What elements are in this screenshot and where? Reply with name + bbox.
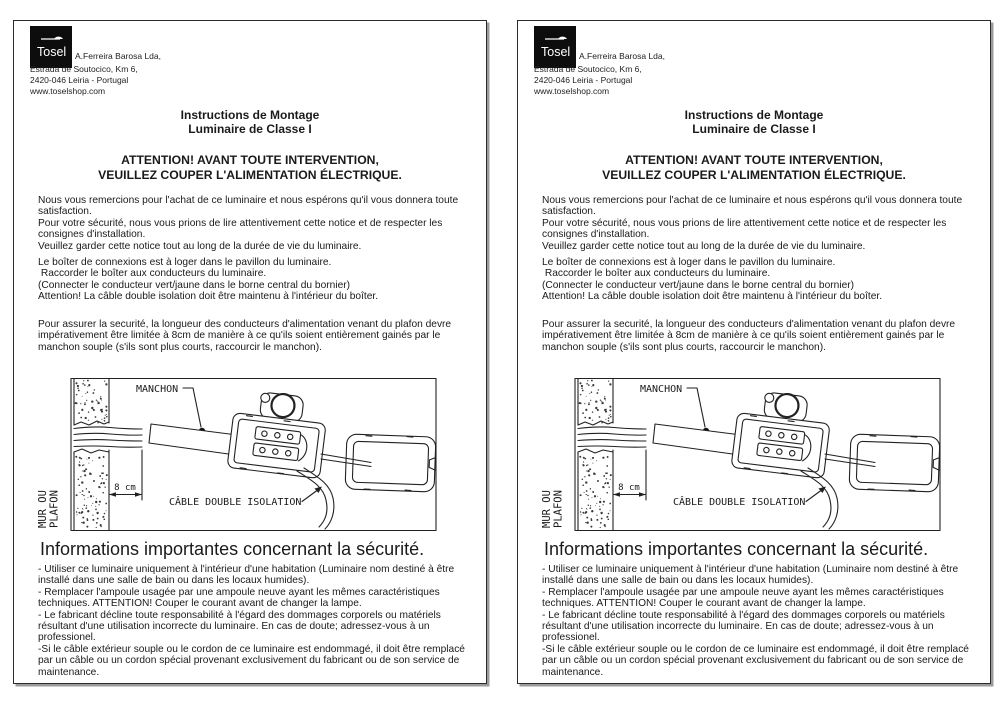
tosel-logo-icon [30, 26, 72, 68]
connection-sentence: (Connecter le conducteur vert/jaune dans le borne central du bornier) [542, 279, 855, 291]
dimension-label: 8 cm [618, 483, 640, 493]
tosel-logo-icon [534, 26, 576, 68]
wall-dots-upper [75, 380, 108, 424]
warning-banner [518, 153, 990, 182]
wall-dots-lower [579, 456, 612, 528]
connection-sentence: Attention! La câble double isolation doit être maintenu à l'intérieur du boîter. [38, 291, 379, 303]
cable-length-paragraph [542, 319, 966, 353]
connection-sentence: Le boîter de connexions est à loger dans le pavillon du luminaire. [542, 257, 836, 268]
safety-item: - Utiliser ce luminaire uniquement à l'intérieur d'une habitation (Luminaire nom destiné à être installé dans une salle de bain ou dans les locaux humides). [542, 564, 961, 587]
safety-item: - Le fabricant décline toute responsabilité à l'égard des dommages corporels ou matériels résultant d'une utilisation incorrecte du luminaire. En cas de doute; adressez-vous à un professionel. [542, 609, 948, 644]
supply-wires [74, 427, 142, 447]
intro-sentence: Nous vous remercions pour l'achat de ce luminaire et nous espérons qu'il vous donnera toute satisfaction. [542, 195, 965, 218]
safety-item: -Si le câble extérieur souple ou le cordon de ce luminaire est endommagé, il doit être remplacé par un câble ou un cordon spécial provenant exclusivement du fabricant ou de son service de maintenance. [542, 643, 972, 678]
wall-section [578, 379, 613, 531]
manchon-label: MANCHON [640, 384, 683, 395]
intro-sentence: Veuillez garder cette notice tout au long de la durée de vie du luminaire. [542, 240, 866, 252]
dimension-label: 8 cm [114, 483, 136, 493]
safety-item: - Remplacer l'ampoule usagée par une ampoule neuve ayant les mêmes caractéristiques techniques. ATTENTION! Couper le courant avant de changer la lampe. [542, 586, 947, 610]
cable-length-paragraph [38, 319, 462, 353]
tosel-logo [30, 26, 72, 68]
safety-list [542, 564, 972, 678]
safety-item: - Utiliser ce luminaire uniquement à l'intérieur d'une habitation (Luminaire nom destiné à être installé dans une salle de bain ou dans les locaux humides). [38, 564, 457, 587]
wall-label-line-2: PLAFON [552, 490, 565, 528]
wall-label-line-1: MUR OU [37, 490, 49, 528]
wall-dots-lower [75, 456, 108, 528]
address-line-2: 2420-046 Leiria - Portugal [30, 74, 129, 85]
safety-item: - Le fabricant décline toute responsabilité à l'égard des dommages corporels ou matériels résultant d'une utilisation incorrecte du luminaire. En cas de doute; adressez-vous à un professionel. [38, 609, 444, 644]
intro-paragraph [542, 195, 966, 252]
company-website: www.toselshop.com [30, 85, 106, 96]
tosel-logo [534, 26, 576, 68]
title-line-1: Instructions de Montage [684, 108, 824, 122]
cable-leader [806, 489, 823, 502]
supply-wires [578, 427, 646, 447]
safety-list [38, 564, 468, 678]
cable-label: CÂBLE DOUBLE ISOLATION [169, 497, 302, 508]
title-line-2: Luminaire de Classe I [188, 122, 312, 136]
warning-line-1: ATTENTION! AVANT TOUTE INTERVENTION, [625, 153, 883, 167]
connection-sentence: Attention! La câble double isolation doit être maintenu à l'intérieur du boîter. [542, 291, 883, 303]
company-website: www.toselshop.com [534, 85, 610, 96]
logo-brand-text: Tosel [37, 45, 67, 59]
safety-item: -Si le câble extérieur souple ou le cordon de ce luminaire est endommagé, il doit être remplacé par un câble ou un cordon spécial provenant exclusivement du fabricant ou de son service de maintenance. [38, 643, 468, 678]
cable-label: CÂBLE DOUBLE ISOLATION [673, 497, 806, 508]
intro-paragraph [38, 195, 462, 252]
company-address [534, 64, 642, 96]
intro-sentence: Pour votre sécurité, nous vous prions de lire attentivement cette notice et de respecter les consignes d'installation. [38, 217, 446, 241]
cable-length-sentence: Pour assurer la securité, la longueur des conducteurs d'alimentation venant du plafon devre impérativement être limitée à 8cm de manière à ce qu'ils soient entièrement gainés par le manchon souple (s'ils sont plus courts, raccourcir le manchon). [542, 319, 958, 353]
intro-sentence: Nous vous remercions pour l'achat de ce luminaire et nous espérons qu'il vous donnera toute satisfaction. [38, 195, 461, 218]
installation-diagram [29, 376, 469, 534]
cable-leader [302, 489, 319, 502]
logo-brand-text: Tosel [541, 45, 571, 59]
instruction-page [13, 20, 487, 684]
address-line-1: Estrada de Soutocico, Km 6, [30, 64, 138, 74]
connection-sentence: Raccorder le boîter aux conducteurs du luminaire. [38, 268, 267, 280]
wall-dots-upper [579, 380, 612, 424]
address-line-2: 2420-046 Leiria - Portugal [534, 74, 633, 85]
wall-section [74, 379, 109, 531]
connection-sentence: Raccorder le boîter aux conducteurs du luminaire. [542, 268, 771, 280]
company-name: A.Ferreira Barosa Lda, [75, 51, 161, 61]
safety-heading: Informations importantes concernant la sécurité. [40, 539, 425, 559]
wall-label-line-1: MUR OU [541, 490, 553, 528]
intro-sentence: Veuillez garder cette notice tout au long de la durée de vie du luminaire. [38, 240, 362, 252]
wall-label-line-2: PLAFON [48, 490, 61, 528]
warning-line-2: VEUILLEZ COUPER L'ALIMENTATION ÉLECTRIQUE. [602, 167, 906, 182]
company-address [30, 64, 138, 96]
cover-box [849, 434, 940, 492]
safety-heading: Informations importantes concernant la sécurité. [544, 539, 929, 559]
instruction-page [517, 20, 991, 684]
title-line-2: Luminaire de Classe I [692, 122, 816, 136]
connection-box [227, 388, 329, 478]
warning-line-1: ATTENTION! AVANT TOUTE INTERVENTION, [121, 153, 379, 167]
manchon-leader [687, 388, 705, 427]
connection-paragraph [38, 257, 462, 303]
installation-diagram [533, 376, 973, 534]
connection-box [731, 388, 833, 478]
company-name: A.Ferreira Barosa Lda, [579, 51, 665, 61]
safety-item: - Remplacer l'ampoule usagée par une ampoule neuve ayant les mêmes caractéristiques techniques. ATTENTION! Couper le courant avant de changer la lampe. [38, 586, 443, 610]
warning-line-2: VEUILLEZ COUPER L'ALIMENTATION ÉLECTRIQUE. [98, 167, 402, 182]
dimension-8cm [613, 450, 646, 500]
cover-box [345, 434, 436, 492]
cable-length-sentence: Pour assurer la securité, la longueur des conducteurs d'alimentation venant du plafon devre impérativement être limitée à 8cm de manière à ce qu'ils soient entièrement gainés par le manchon souple (s'ils sont plus courts, raccourcir le manchon). [38, 319, 454, 353]
document-title [518, 108, 990, 136]
manchon-label: MANCHON [136, 384, 179, 395]
intro-sentence: Pour votre sécurité, nous vous prions de lire attentivement cette notice et de respecter les consignes d'installation. [542, 217, 950, 241]
address-line-1: Estrada de Soutocico, Km 6, [534, 64, 642, 74]
manchon-leader [183, 388, 201, 427]
connection-paragraph [542, 257, 966, 303]
dimension-8cm [109, 450, 142, 500]
title-line-1: Instructions de Montage [180, 108, 320, 122]
warning-banner [14, 153, 486, 182]
connection-sentence: (Connecter le conducteur vert/jaune dans le borne central du bornier) [38, 279, 351, 291]
connection-sentence: Le boîter de connexions est à loger dans le pavillon du luminaire. [38, 257, 332, 268]
document-title [14, 108, 486, 136]
